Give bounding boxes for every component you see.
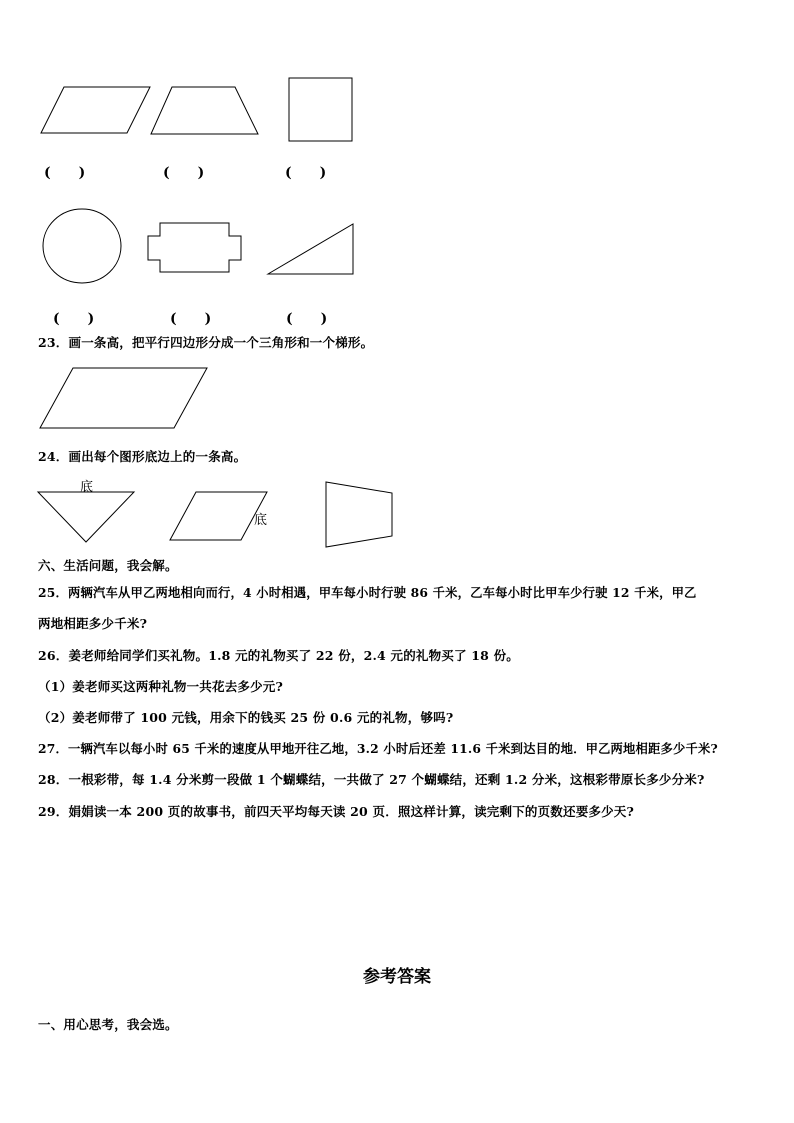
answer-section-1-heading: 一、用心思考，我会选。 — [38, 1017, 178, 1032]
question-27: 27．一辆汽车以每小时 65 千米的速度从甲地开往乙地，3.2 小时后还差 11.6 千米到达目的地．甲乙两地相距多少千米? — [38, 741, 718, 756]
right-triangle-shape — [268, 224, 353, 274]
answer-blank-3[interactable]: ( ) — [285, 165, 327, 181]
q24-quadrilateral-shape — [326, 482, 392, 547]
trapezoid-shape — [151, 87, 258, 134]
section-6-heading: 六、生活问题，我会解。 — [38, 558, 178, 573]
question-26-part2: （2）姜老师带了 100 元钱，用余下的钱买 25 份 0.6 元的礼物，够吗? — [38, 710, 454, 725]
answer-blank-4[interactable]: ( ) — [53, 311, 95, 327]
circle-shape — [43, 209, 121, 283]
question-28: 28．一根彩带，每 1.4 分米剪一段做 1 个蝴蝶结，一共做了 27 个蝴蝶结，还剩 1.2 分米，这根彩带原长多少分米? — [38, 772, 705, 787]
answer-key-title: 参考答案 — [363, 967, 431, 987]
question-25-line1: 25．两辆汽车从甲乙两地相向而行，4 小时相遇，甲车每小时行驶 86 千米，乙车每小时比甲车少行驶 12 千米，甲乙 — [38, 585, 697, 600]
question-25-line2: 两地相距多少千米? — [38, 616, 148, 631]
answer-blank-5[interactable]: ( ) — [170, 311, 212, 327]
answer-blank-1[interactable]: ( ) — [44, 165, 86, 181]
q24-parallelogram-shape — [170, 492, 267, 540]
square-shape — [289, 78, 352, 141]
base-label-triangle: 底 — [80, 480, 94, 495]
question-24: 24．画出每个图形底边上的一条高。 — [38, 449, 247, 464]
base-label-parallelogram: 底 — [254, 513, 268, 528]
parallelogram-shape — [41, 87, 150, 133]
question-29: 29．娟娟读一本 200 页的故事书，前四天平均每天读 20 页．照这样计算，读完剩下的页数还要多少天? — [38, 804, 635, 819]
answer-blank-6[interactable]: ( ) — [286, 311, 328, 327]
q24-inverted-triangle-shape — [38, 492, 134, 542]
q23-parallelogram-shape — [40, 368, 207, 428]
question-23: 23．画一条高，把平行四边形分成一个三角形和一个梯形。 — [38, 335, 374, 350]
notched-rectangle-shape — [148, 223, 241, 272]
answer-blank-2[interactable]: ( ) — [163, 165, 205, 181]
question-26: 26．姜老师给同学们买礼物。1.8 元的礼物买了 22 份，2.4 元的礼物买了 18 份。 — [38, 648, 519, 663]
question-26-part1: （1）姜老师买这两种礼物一共花去多少元? — [38, 679, 284, 694]
